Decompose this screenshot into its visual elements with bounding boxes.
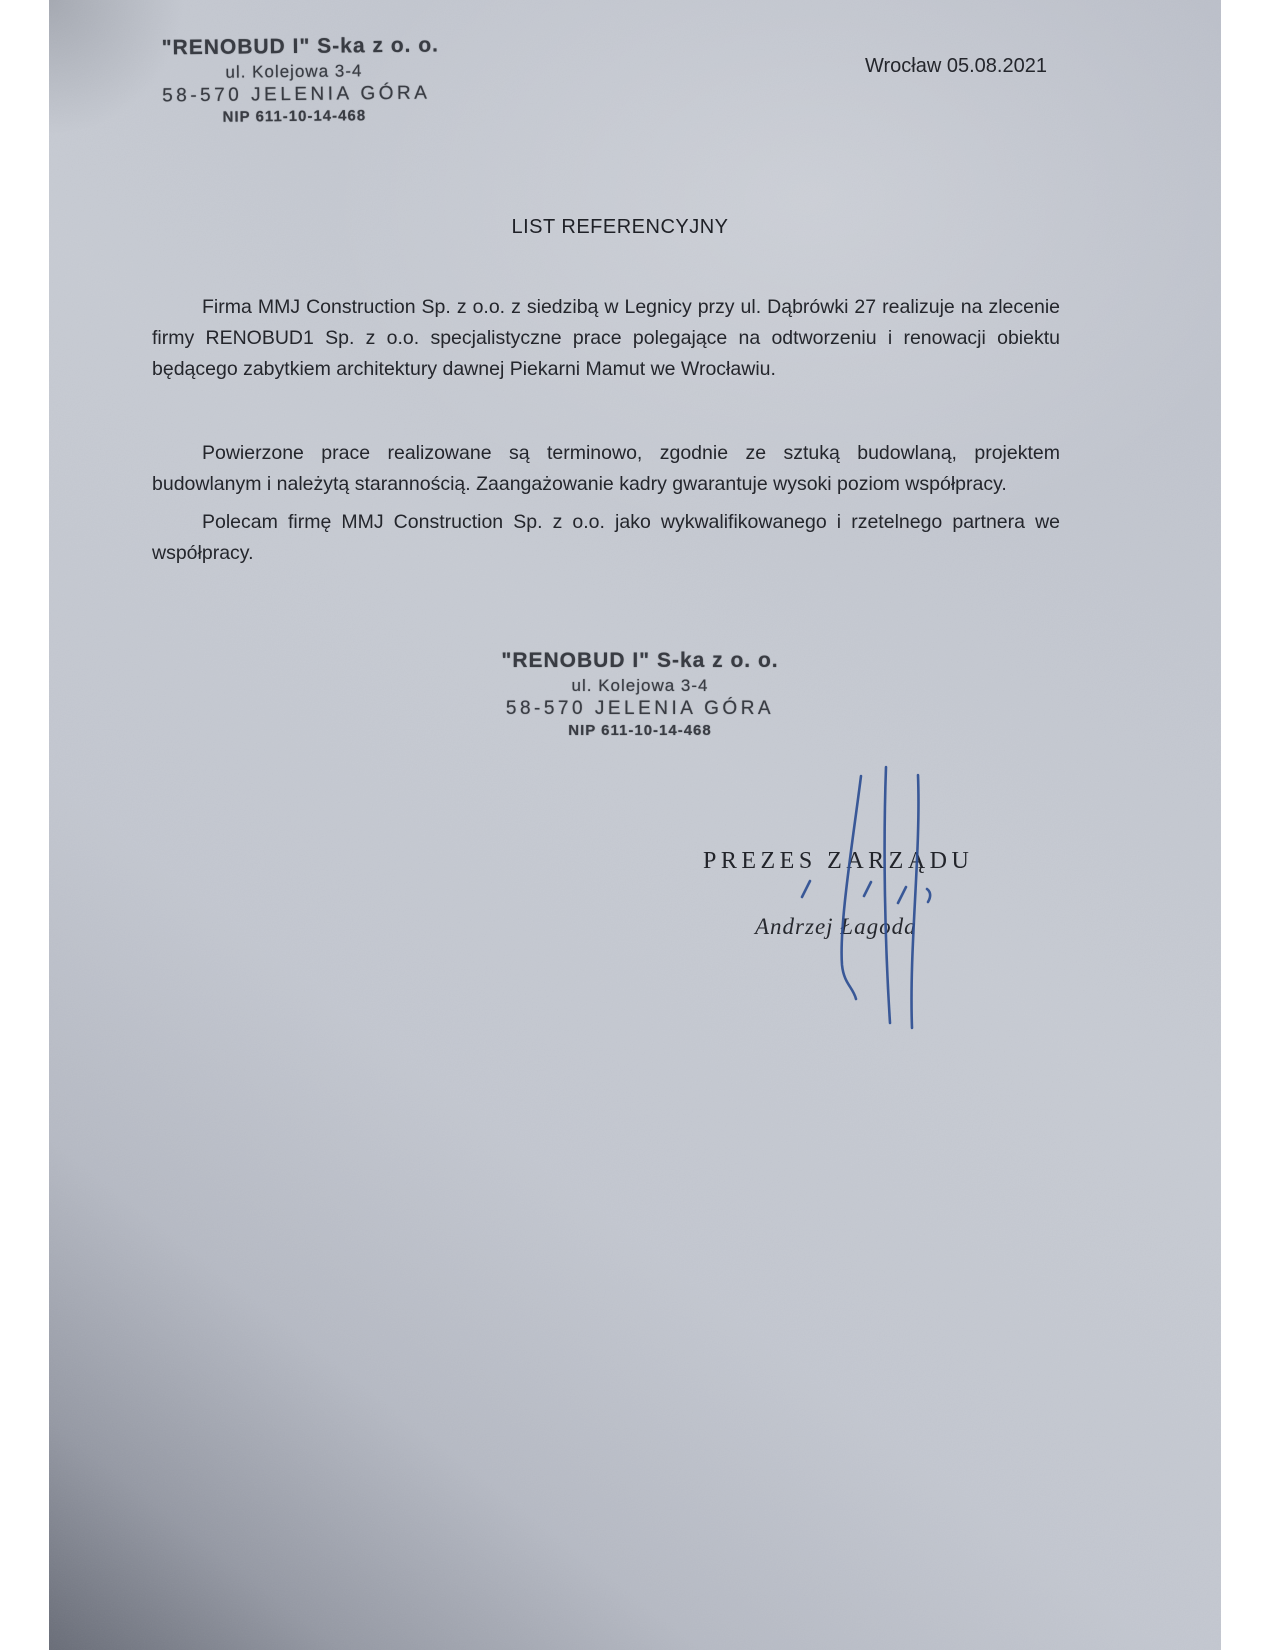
paragraph-3: Polecam firmę MMJ Construction Sp. z o.o. jako wykwalifikowanego i rzetelnego partnera we współpracy. [152,511,1060,564]
company-stamp-middle [490,650,790,738]
document-title: LIST REFERENCYJNY [511,216,729,238]
signature-tick-2 [864,882,871,896]
company-stamp-top [161,33,440,126]
handwritten-signature-ink [780,690,980,1050]
signer-role: PREZES ZARZĄDU [703,848,974,874]
paper-texture [49,0,1221,1650]
stamp-street: ul. Kolejowa 3-4 [571,676,709,695]
stamp-nip: NIP 611-10-14-468 [222,107,367,126]
paper-sheet [49,0,1221,1650]
stamp-nip: NIP 611-10-14-468 [568,722,712,739]
signature-stroke-1 [842,776,861,999]
signature-stroke-3 [912,775,919,1028]
signature-tick-3 [898,887,906,903]
stamp-city: 58-570 JELENIA GÓRA [505,698,775,719]
stamp-street: ul. Kolejowa 3-4 [225,61,363,82]
signature-tick-1 [802,881,810,897]
signer-name: Andrzej Łagoda [755,914,917,939]
stamp-city: 58-570 JELENIA GÓRA [162,82,431,107]
date-line: Wrocław 05.08.2021 [865,55,1047,77]
signature-stroke-2 [885,767,890,1023]
paragraph-1: Firma MMJ Construction Sp. z o.o. z siedzibą w Legnicy przy ul. Dąbrówki 27 realizuje na zlecenie firmy RENOBUD1 Sp. z o.o. specjalistyczne prace polegające na odtworzeniu i renowacji obiektu będącego zabytkiem architektury dawnej Piekarni Mamut we Wrocławiu. [152,296,1060,380]
stamp-company-name: "RENOBUD I" S-ka z o. o. [161,33,440,60]
paragraph-2: Powierzone prace realizowane są terminowo, zgodnie ze sztuką budowlaną, projektem budowlanym i należytą starannością. Zaangażowanie kadry gwarantuje wysoki poziom współpracy. [152,442,1060,495]
stamp-company-name: "RENOBUD I" S-ka z o. o. [501,649,779,672]
signature-comma [927,889,930,902]
